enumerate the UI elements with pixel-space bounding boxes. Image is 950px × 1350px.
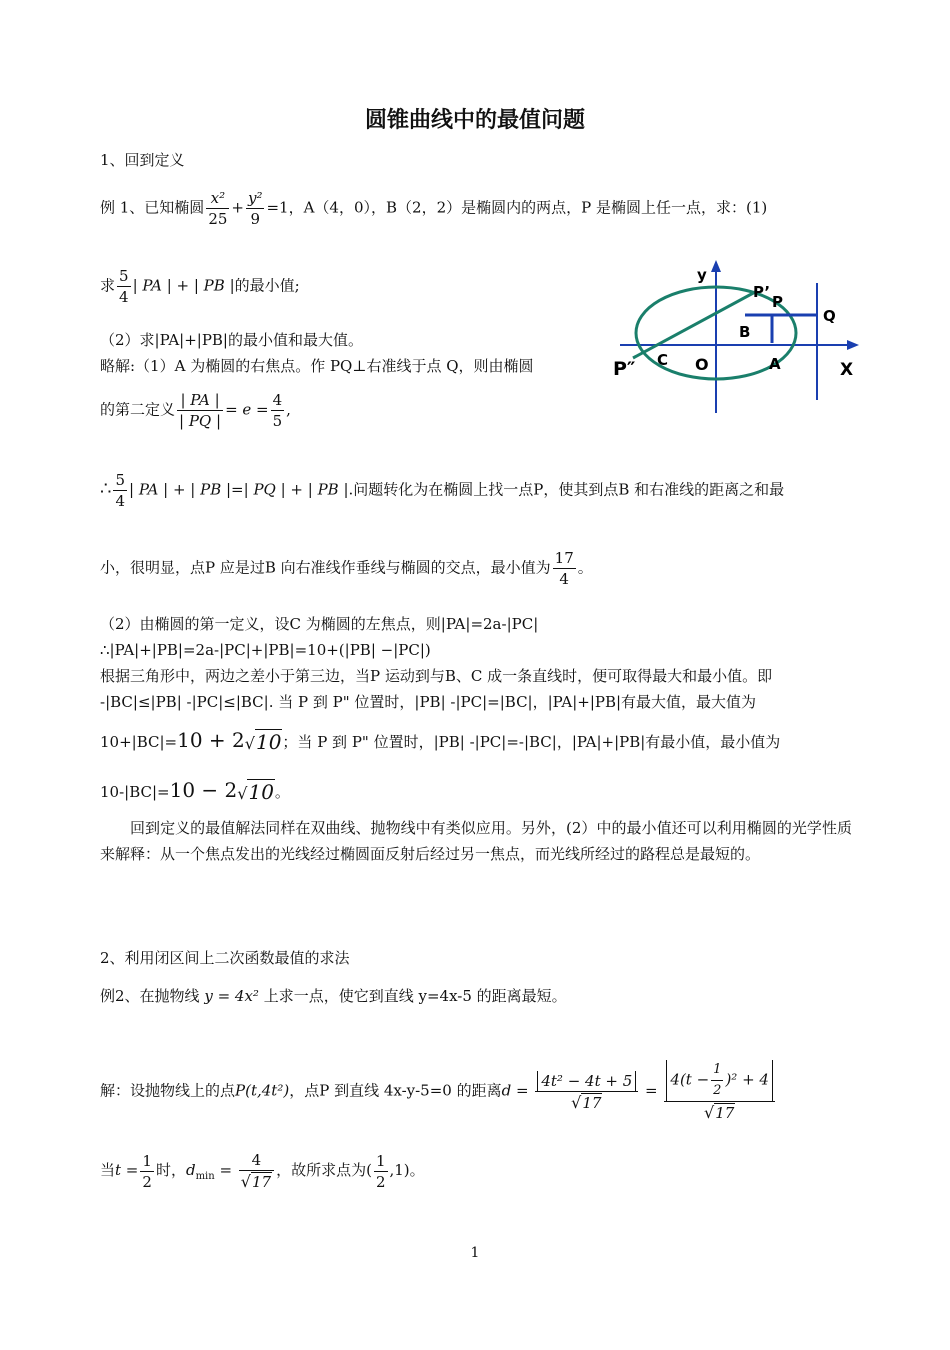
frac-PA-PQ <box>177 390 223 431</box>
label-x: X <box>840 360 854 380</box>
frac-den: 2 <box>142 1172 152 1191</box>
sqrt-content: 17 <box>582 1094 602 1112</box>
sol-point: P(t,4t²) <box>235 1081 290 1100</box>
min-line-suffix: 。 <box>577 558 593 577</box>
eq-e: = e = <box>225 400 269 419</box>
frac-num: 5 <box>115 471 125 489</box>
frac-1-2 <box>140 1151 154 1192</box>
sqrt-17: √17 <box>240 1172 272 1191</box>
label-b: B <box>739 323 751 341</box>
q2-line5 <box>100 730 780 754</box>
sol-mid: ，点P 到直线 4x-y-5=0 的距离 <box>289 1081 502 1100</box>
dmin-sub: min <box>195 1171 215 1182</box>
section2-heading: 2、利用闭区间上二次函数最值的求法 <box>100 949 350 967</box>
example2-solution <box>100 1060 777 1123</box>
frac-num: x² <box>206 188 229 209</box>
therefore-expr: | PA | + | PB |=| PQ | + | PB | <box>129 480 349 499</box>
frac-num: 1 <box>142 1151 152 1170</box>
frac-4-sqrt17 <box>239 1150 274 1192</box>
q2-line1: （2）由椭圆的第一定义，设C 为椭圆的左焦点，则|PA|=2a-|PC| <box>100 615 539 633</box>
sqrt-content: 17 <box>252 1173 272 1191</box>
q2-line6-a: 10-|BC|= <box>100 783 170 801</box>
min-line-prefix: 小，很明显，点P 应是过B 向右准线作垂线与椭圆的交点，最小值为 <box>100 558 551 577</box>
example1-question2: （2）求|PA|+|PB|的最小值和最大值。 <box>100 331 363 349</box>
sqrt-content: 10 <box>248 780 274 804</box>
q2-line4: -|BC|≤|PB| -|PC|≤|BC|. 当 P 到 P" 位置时，|PB| -|PC|=|BC|，|PA|+|PB|有最大值，最大值为 <box>100 693 757 711</box>
when-prefix: 当 <box>100 1161 116 1179</box>
ex2-prefix: 例2、在抛物线 <box>100 987 200 1005</box>
frac-num: | PA | <box>177 390 223 411</box>
frac-num: 17 <box>554 549 574 567</box>
frac-den <box>664 1102 775 1123</box>
q2-line5-b: 10 + 2 <box>177 728 245 752</box>
frac-num: 4 <box>272 391 283 409</box>
ex1-prefix: 例 1、已知椭圆 <box>100 198 205 217</box>
frac-den: 2 <box>713 1083 722 1098</box>
dmin-label: d <box>185 1161 196 1179</box>
sqrt-content: 17 <box>715 1104 735 1122</box>
frac-den: 9 <box>250 210 260 228</box>
example1-question1 <box>100 266 300 307</box>
when-mid: 时， <box>155 1161 186 1179</box>
sqrt-10: √10 <box>237 780 274 804</box>
label-p: P <box>772 293 783 311</box>
frac-den: 2 <box>375 1172 386 1191</box>
solution-second-definition: 的第二定义 $\frac{| PA |}{| PQ |}$ = e = $\frac{4}{5}$ , <box>100 391 291 430</box>
plus-sign: + <box>231 198 244 217</box>
q1-prefix: 求 <box>100 276 116 295</box>
ellipse-figure <box>605 255 865 415</box>
frac-1-2 <box>374 1151 388 1192</box>
frac-5-4 <box>113 470 127 511</box>
label-q: Q <box>823 307 836 325</box>
label-y: y <box>697 266 707 284</box>
abs-expr-1: 4t² − 4t + 5 <box>537 1071 636 1091</box>
sol-line2-prefix: 的第二定义 <box>100 400 176 419</box>
frac-num: 1 <box>711 1060 723 1081</box>
distance-fraction-2 <box>664 1060 775 1123</box>
frac-y2-9 <box>246 188 265 229</box>
q1-suffix: 的最小值; <box>234 276 300 295</box>
frac-den: 4 <box>559 570 569 588</box>
frac-den: 4 <box>119 288 129 306</box>
sqrt-17: √17 <box>704 1103 735 1122</box>
minimum-line <box>100 548 593 589</box>
frac-num: 5 <box>119 267 129 285</box>
page-number: 1 <box>470 1245 480 1261</box>
q2-line6-b: 10 − 2 <box>169 778 238 802</box>
abs-expr-2 <box>666 1060 773 1101</box>
ex2-suffix: 上求一点，使它到直线 y=4x-5 的距离最短。 <box>263 987 567 1005</box>
label-o: O <box>695 355 709 374</box>
solution-line1: 略解:（1）A 为椭圆的右焦点。作 PQ⊥右准线于点 Q，则由椭圆 <box>100 357 534 375</box>
distance-fraction-1 <box>535 1070 638 1113</box>
q1-expr: | PA | + | PB | <box>132 276 235 295</box>
q2-line5-c: ；当 P 到 P" 位置时，|PB| -|PC|=-|BC|，|PA|+|PB|有最小值，最小值为 <box>282 733 781 751</box>
frac-1-2 <box>711 1060 723 1101</box>
label-p-double-prime: P″ <box>613 358 636 380</box>
frac-den: 5 <box>272 412 283 430</box>
when-suffix-a: ，故所求点为( <box>276 1161 372 1179</box>
sqrt-content: 10 <box>255 730 282 754</box>
label-c: C <box>657 351 669 369</box>
section1-heading: 1、回到定义 <box>100 151 185 169</box>
q2-line6 <box>100 780 290 804</box>
frac-den <box>535 1092 638 1113</box>
frac-den: 4 <box>115 492 125 510</box>
label-p-prime: P’ <box>753 283 771 301</box>
sqrt-10: √10 <box>244 730 282 754</box>
q2-line2: ∴|PA|+|PB|=2a-|PC|+|PB|=10+(|PB| −|PC|) <box>100 641 431 659</box>
frac-num <box>535 1070 638 1092</box>
equals-sign: = <box>645 1081 658 1100</box>
q2-line5-a: 10+|BC|= <box>100 733 178 751</box>
y-axis-arrow <box>711 260 721 272</box>
sol-d: d = <box>501 1081 529 1100</box>
therefore-line: ∴ $\frac{5}{4}$ | PA | + | PB |=| PQ | + | PB |.问题转化为在椭圆上找一点P，使其到点B 和右准线的距离之和最 <box>100 471 785 510</box>
frac-num: y² <box>247 189 263 207</box>
frac-num: 4 <box>239 1150 274 1171</box>
when-suffix-b: ,1)。 <box>389 1161 425 1179</box>
label-a: A <box>769 355 781 373</box>
frac-den: 25 <box>208 210 228 228</box>
sqrt-17: √17 <box>571 1093 602 1112</box>
therefore-text: .问题转化为在椭圆上找一点P，使其到点B 和右准线的距离之和最 <box>348 480 785 499</box>
q2-line6-c: 。 <box>274 783 290 801</box>
frac-num <box>664 1060 775 1102</box>
page-title: 圆锥曲线中的最值问题 <box>364 108 585 133</box>
frac-num: 1 <box>375 1151 386 1170</box>
frac-den <box>239 1171 274 1192</box>
ex1-suffix: =1，A（4，0），B（2，2）是椭圆内的两点，P 是椭圆上任一点，求：(1) <box>266 198 768 217</box>
when-t: t = <box>115 1161 139 1179</box>
sol-prefix: 解：设抛物线上的点 <box>100 1081 236 1100</box>
frac-17-4 <box>553 548 576 589</box>
ex2-expr: y = 4x² <box>204 987 259 1005</box>
frac-x2-25 <box>206 188 229 229</box>
abs-expr-2-a: 4(t − <box>670 1070 710 1089</box>
example2-conclusion: 当t = $\frac{1}{2}$ 时，$d_{min}$ = $\frac{4}{√17}$ ，故所求点为( $\frac{1}{2}$ ,1)。 <box>100 1151 425 1191</box>
remark-paragraph: 回到定义的最值解法同样在双曲线、抛物线中有类似应用。另外，(2）中的最小值还可以利用椭圆的光学性质来解释：从一个焦点发出的光线经过椭圆面反射后经过另一焦点，而光线所经过的路程总是最短的。 <box>100 819 852 863</box>
x-axis-arrow <box>847 340 859 350</box>
q2-line3: 根据三角形中，两边之差小于第三边，当P 运动到与B、C 成一条直线时，便可取得最大和最小值。即 <box>100 667 773 685</box>
example1-statement <box>100 188 767 229</box>
frac-5-4 <box>117 266 131 307</box>
example2-statement <box>100 986 567 1006</box>
frac-den: | PQ | <box>179 412 222 430</box>
abs-expr-2-b: )² + 4 <box>725 1070 769 1089</box>
frac-4-5 <box>271 390 285 431</box>
